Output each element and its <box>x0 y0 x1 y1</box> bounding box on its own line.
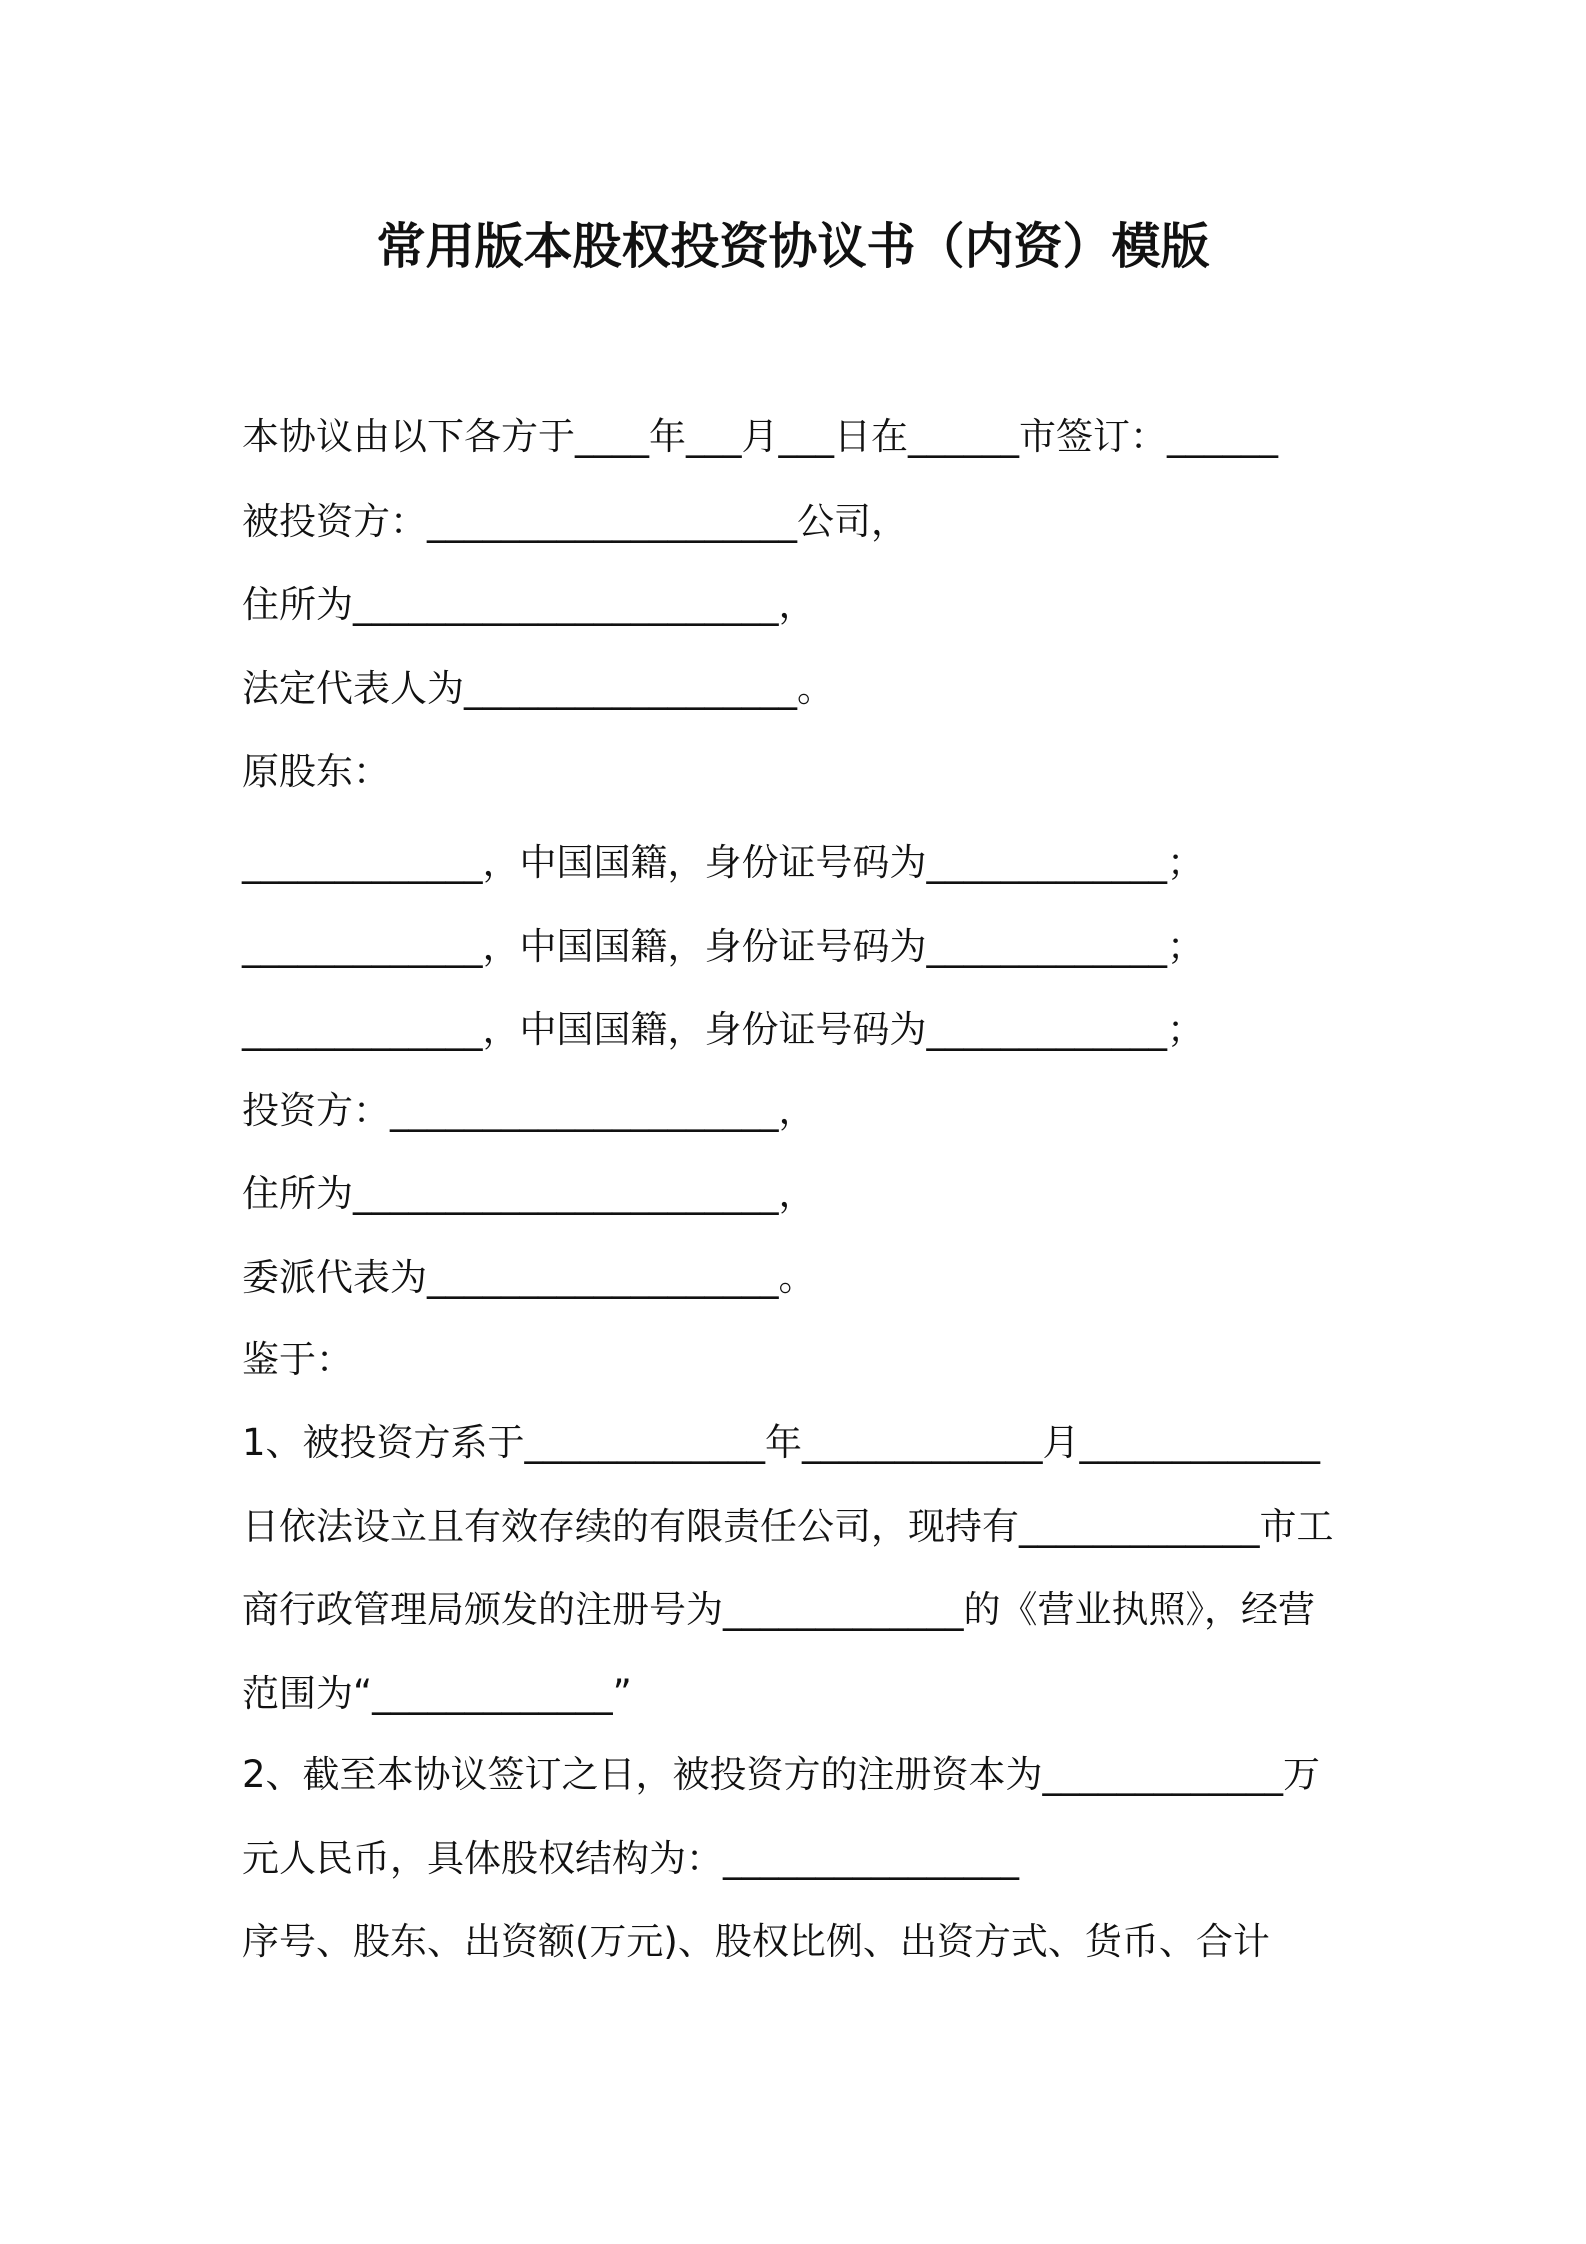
shareholder-line-2: _____________，中国国籍，身份证号码为_____________； <box>242 925 1204 968</box>
investee-company-line: 被投资方：____________________公司， <box>242 500 908 543</box>
clause-1-line-2: 日依法设立且有效存续的有限责任公司，现持有_____________市工 <box>242 1505 1334 1548</box>
clause-1-line-4: 范围为“_____________” <box>242 1672 632 1715</box>
clause-1-line-3: 商行政管理局颁发的注册号为_____________的《营业执照》，经营 <box>242 1588 1315 1631</box>
investor-address-line: 住所为_______________________， <box>242 1172 816 1215</box>
shareholder-line-3: _____________，中国国籍，身份证号码为_____________； <box>242 1008 1204 1051</box>
legal-representative-line: 法定代表人为__________________。 <box>242 667 834 710</box>
investor-line: 投资方：_____________________， <box>242 1089 816 1132</box>
appointed-representative-line: 委派代表为___________________。 <box>242 1256 816 1299</box>
clause-2-line-2: 元人民币，具体股权结构为：________________ <box>242 1837 1019 1880</box>
investee-address-line: 住所为_______________________， <box>242 583 816 626</box>
clause-1-line-1: 1、被投资方系于_____________年_____________月_____________ <box>242 1421 1321 1464</box>
original-shareholders-heading: 原股东： <box>242 750 390 793</box>
equity-table-columns-line: 序号、股东、出资额(万元)、股权比例、出资方式、货币、合计 <box>242 1920 1270 1963</box>
agreement-opening-line: 本协议由以下各方于____年___月___日在______市签订：______ <box>242 415 1278 458</box>
clause-2-line-1: 2、截至本协议签订之日，被投资方的注册资本为_____________万 <box>242 1753 1321 1796</box>
document-title: 常用版本股权投资协议书（内资）模版 <box>376 218 1210 275</box>
shareholder-line-1: _____________，中国国籍，身份证号码为_____________； <box>242 841 1204 884</box>
whereas-heading: 鉴于： <box>242 1338 353 1381</box>
